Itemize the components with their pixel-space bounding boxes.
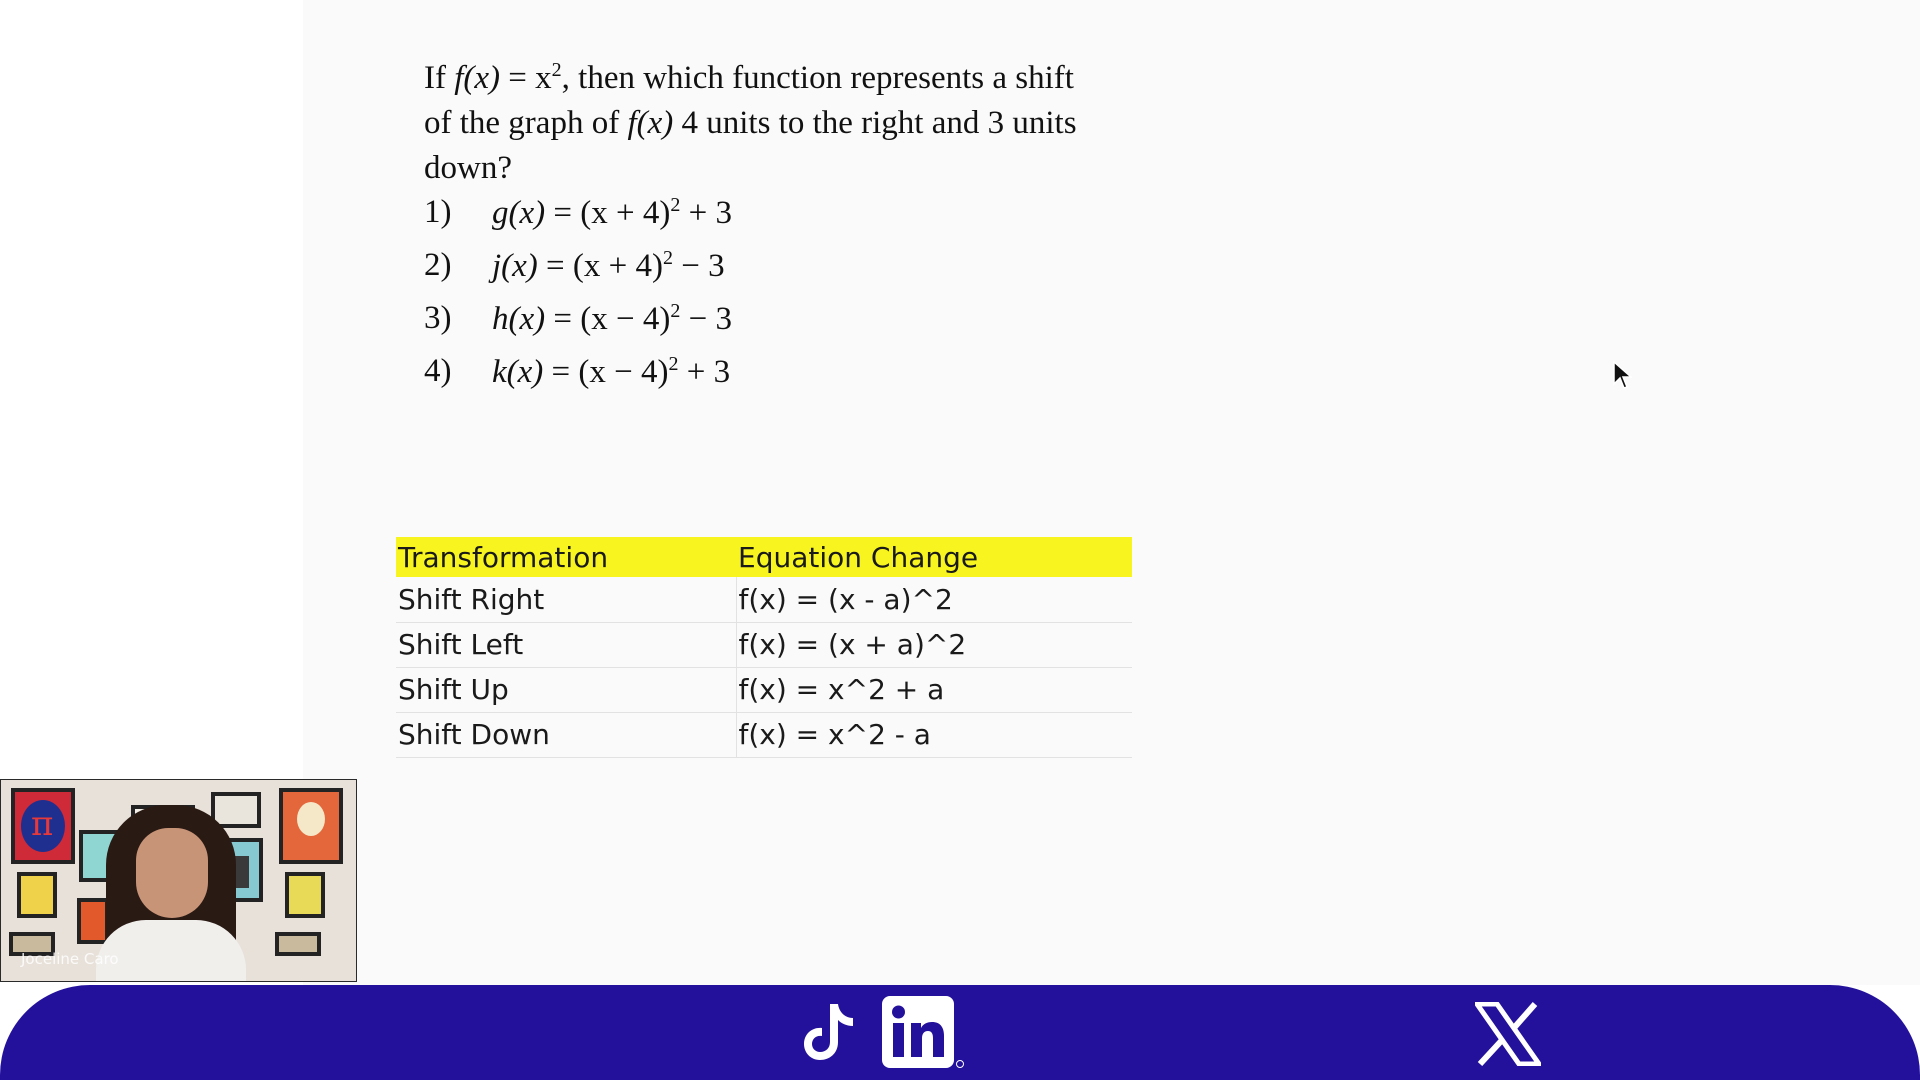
table-header-row bbox=[396, 537, 1132, 577]
choice-number: 2) bbox=[424, 247, 452, 283]
question-fx-2: f(x) bbox=[627, 105, 674, 141]
choice-base: = (x − 4) bbox=[545, 300, 671, 337]
table-cell-equation: f(x) = (x - a)^2 bbox=[736, 577, 1132, 622]
choice-equation bbox=[492, 194, 732, 232]
poster-image bbox=[285, 872, 325, 918]
answer-choice bbox=[424, 239, 732, 292]
table-header-equation-change: Equation Change bbox=[736, 537, 1132, 577]
choice-function-name: h(x) bbox=[492, 300, 546, 337]
presenter-face bbox=[136, 828, 208, 918]
question-equals: = x bbox=[500, 60, 552, 96]
choice-exponent: 2 bbox=[670, 193, 681, 216]
answer-choices bbox=[424, 186, 732, 398]
choice-exponent: 2 bbox=[670, 299, 681, 322]
table-row bbox=[396, 577, 1132, 622]
choice-function-name: k(x) bbox=[492, 353, 544, 390]
table-row bbox=[396, 712, 1132, 757]
poster-image bbox=[275, 932, 321, 956]
table-header-transformation: Transformation bbox=[396, 537, 736, 577]
question-prefix: If bbox=[424, 60, 455, 96]
tiktok-icon[interactable] bbox=[800, 1000, 858, 1064]
poster-image bbox=[77, 898, 109, 944]
choice-tail: − 3 bbox=[673, 247, 725, 284]
choice-equation bbox=[492, 353, 730, 391]
table-cell-equation: f(x) = x^2 - a bbox=[736, 712, 1132, 757]
table-row bbox=[396, 622, 1132, 667]
transformation-table bbox=[396, 537, 1132, 758]
question-line3: down? bbox=[424, 150, 512, 186]
table-cell-transformation: Shift Left bbox=[396, 622, 736, 667]
poster-image bbox=[17, 872, 57, 918]
question-fx: f(x) bbox=[454, 60, 501, 96]
question-line1-rest: , then which function represents a shift bbox=[561, 60, 1074, 96]
choice-exponent: 2 bbox=[663, 246, 673, 269]
choice-equation bbox=[492, 247, 725, 285]
question-exponent: 2 bbox=[551, 59, 562, 81]
choice-number: 1) bbox=[424, 194, 452, 230]
choice-equation bbox=[492, 300, 732, 338]
choice-exponent: 2 bbox=[668, 352, 679, 375]
x-icon[interactable] bbox=[1475, 1002, 1541, 1066]
choice-function-name: j(x) bbox=[492, 247, 538, 284]
choice-tail: + 3 bbox=[680, 194, 732, 231]
answer-choice bbox=[424, 292, 732, 345]
choice-number: 3) bbox=[424, 300, 452, 336]
choice-tail: − 3 bbox=[680, 300, 732, 337]
choice-base: = (x + 4) bbox=[537, 247, 663, 284]
mouse-cursor-icon bbox=[1612, 360, 1636, 392]
table-cell-equation: f(x) = (x + a)^2 bbox=[736, 622, 1132, 667]
table-cell-transformation: Shift Down bbox=[396, 712, 736, 757]
question-line2-rest: 4 units to the right and 3 units bbox=[673, 105, 1077, 141]
table-cell-transformation: Shift Right bbox=[396, 577, 736, 622]
choice-base: = (x + 4) bbox=[545, 194, 671, 231]
presenter-name-label: Joceline Caro bbox=[21, 950, 119, 968]
question-text bbox=[424, 48, 1144, 191]
table-cell-transformation: Shift Up bbox=[396, 667, 736, 712]
linkedin-icon[interactable] bbox=[882, 996, 966, 1068]
answer-choice bbox=[424, 345, 732, 398]
pi-poster-image: π bbox=[11, 788, 75, 864]
lightbulb-poster-image bbox=[279, 788, 343, 864]
choice-tail: + 3 bbox=[678, 353, 731, 390]
choice-base: = (x − 4) bbox=[543, 353, 669, 390]
webcam-overlay bbox=[0, 779, 357, 982]
choice-function-name: g(x) bbox=[492, 194, 546, 231]
table-cell-equation: f(x) = x^2 + a bbox=[736, 667, 1132, 712]
choice-number: 4) bbox=[424, 353, 452, 389]
answer-choice bbox=[424, 186, 732, 239]
table-row bbox=[396, 667, 1132, 712]
question-line2-start: of the graph of bbox=[424, 105, 628, 141]
